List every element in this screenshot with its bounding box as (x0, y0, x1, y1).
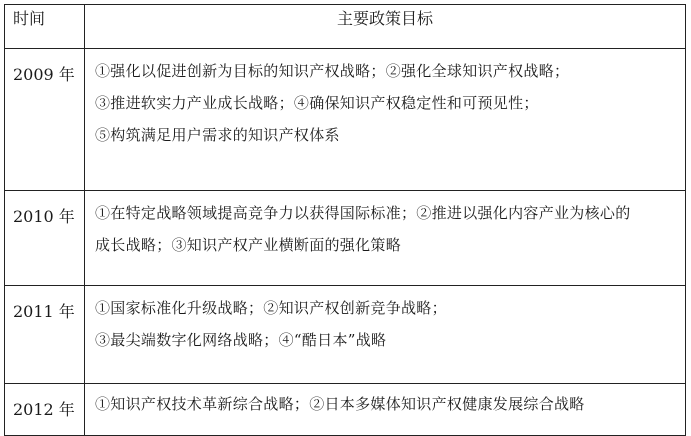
year-cell: 2010 年 (5, 191, 85, 286)
table-row (5, 49, 686, 191)
goals-cell (85, 191, 686, 286)
table-row (5, 191, 686, 286)
goal-line: ①在特定战略领域提高竞争力以获得国际标准；②推进以强化内容产业为核心的 (95, 204, 631, 222)
goal-line: ①国家标准化升级战略；②知识产权创新竞争战略； (95, 299, 447, 317)
goal-line: ①强化以促进创新为目标的知识产权战略；②强化全球知识产权战略； (95, 62, 570, 80)
year-cell: 2011 年 (5, 286, 85, 384)
goal-line: ③最尖端数字化网络战略；④“酷日本”战略 (95, 331, 387, 349)
header-goal: 主要政策目标 (85, 5, 686, 49)
goal-line: ③推进软实力产业成长战略；④确保知识产权稳定性和可预见性； (95, 94, 539, 112)
goals-cell (85, 49, 686, 191)
goals-cell (85, 286, 686, 384)
year-cell: 2012 年 (5, 384, 85, 436)
policy-goals-table (4, 4, 686, 436)
goal-line: ⑤构筑满足用户需求的知识产权体系 (95, 126, 340, 144)
table-header-row (5, 5, 686, 49)
goal-line: 成长战略；③知识产权产业横断面的强化策略 (95, 236, 402, 254)
table-row (5, 286, 686, 384)
table-row (5, 384, 686, 436)
goal-line: ①知识产权技术革新综合战略；②日本多媒体知识产权健康发展综合战略 (95, 395, 585, 413)
goals-cell (85, 384, 686, 436)
year-cell: 2009 年 (5, 49, 85, 191)
header-year: 时间 (5, 5, 85, 49)
